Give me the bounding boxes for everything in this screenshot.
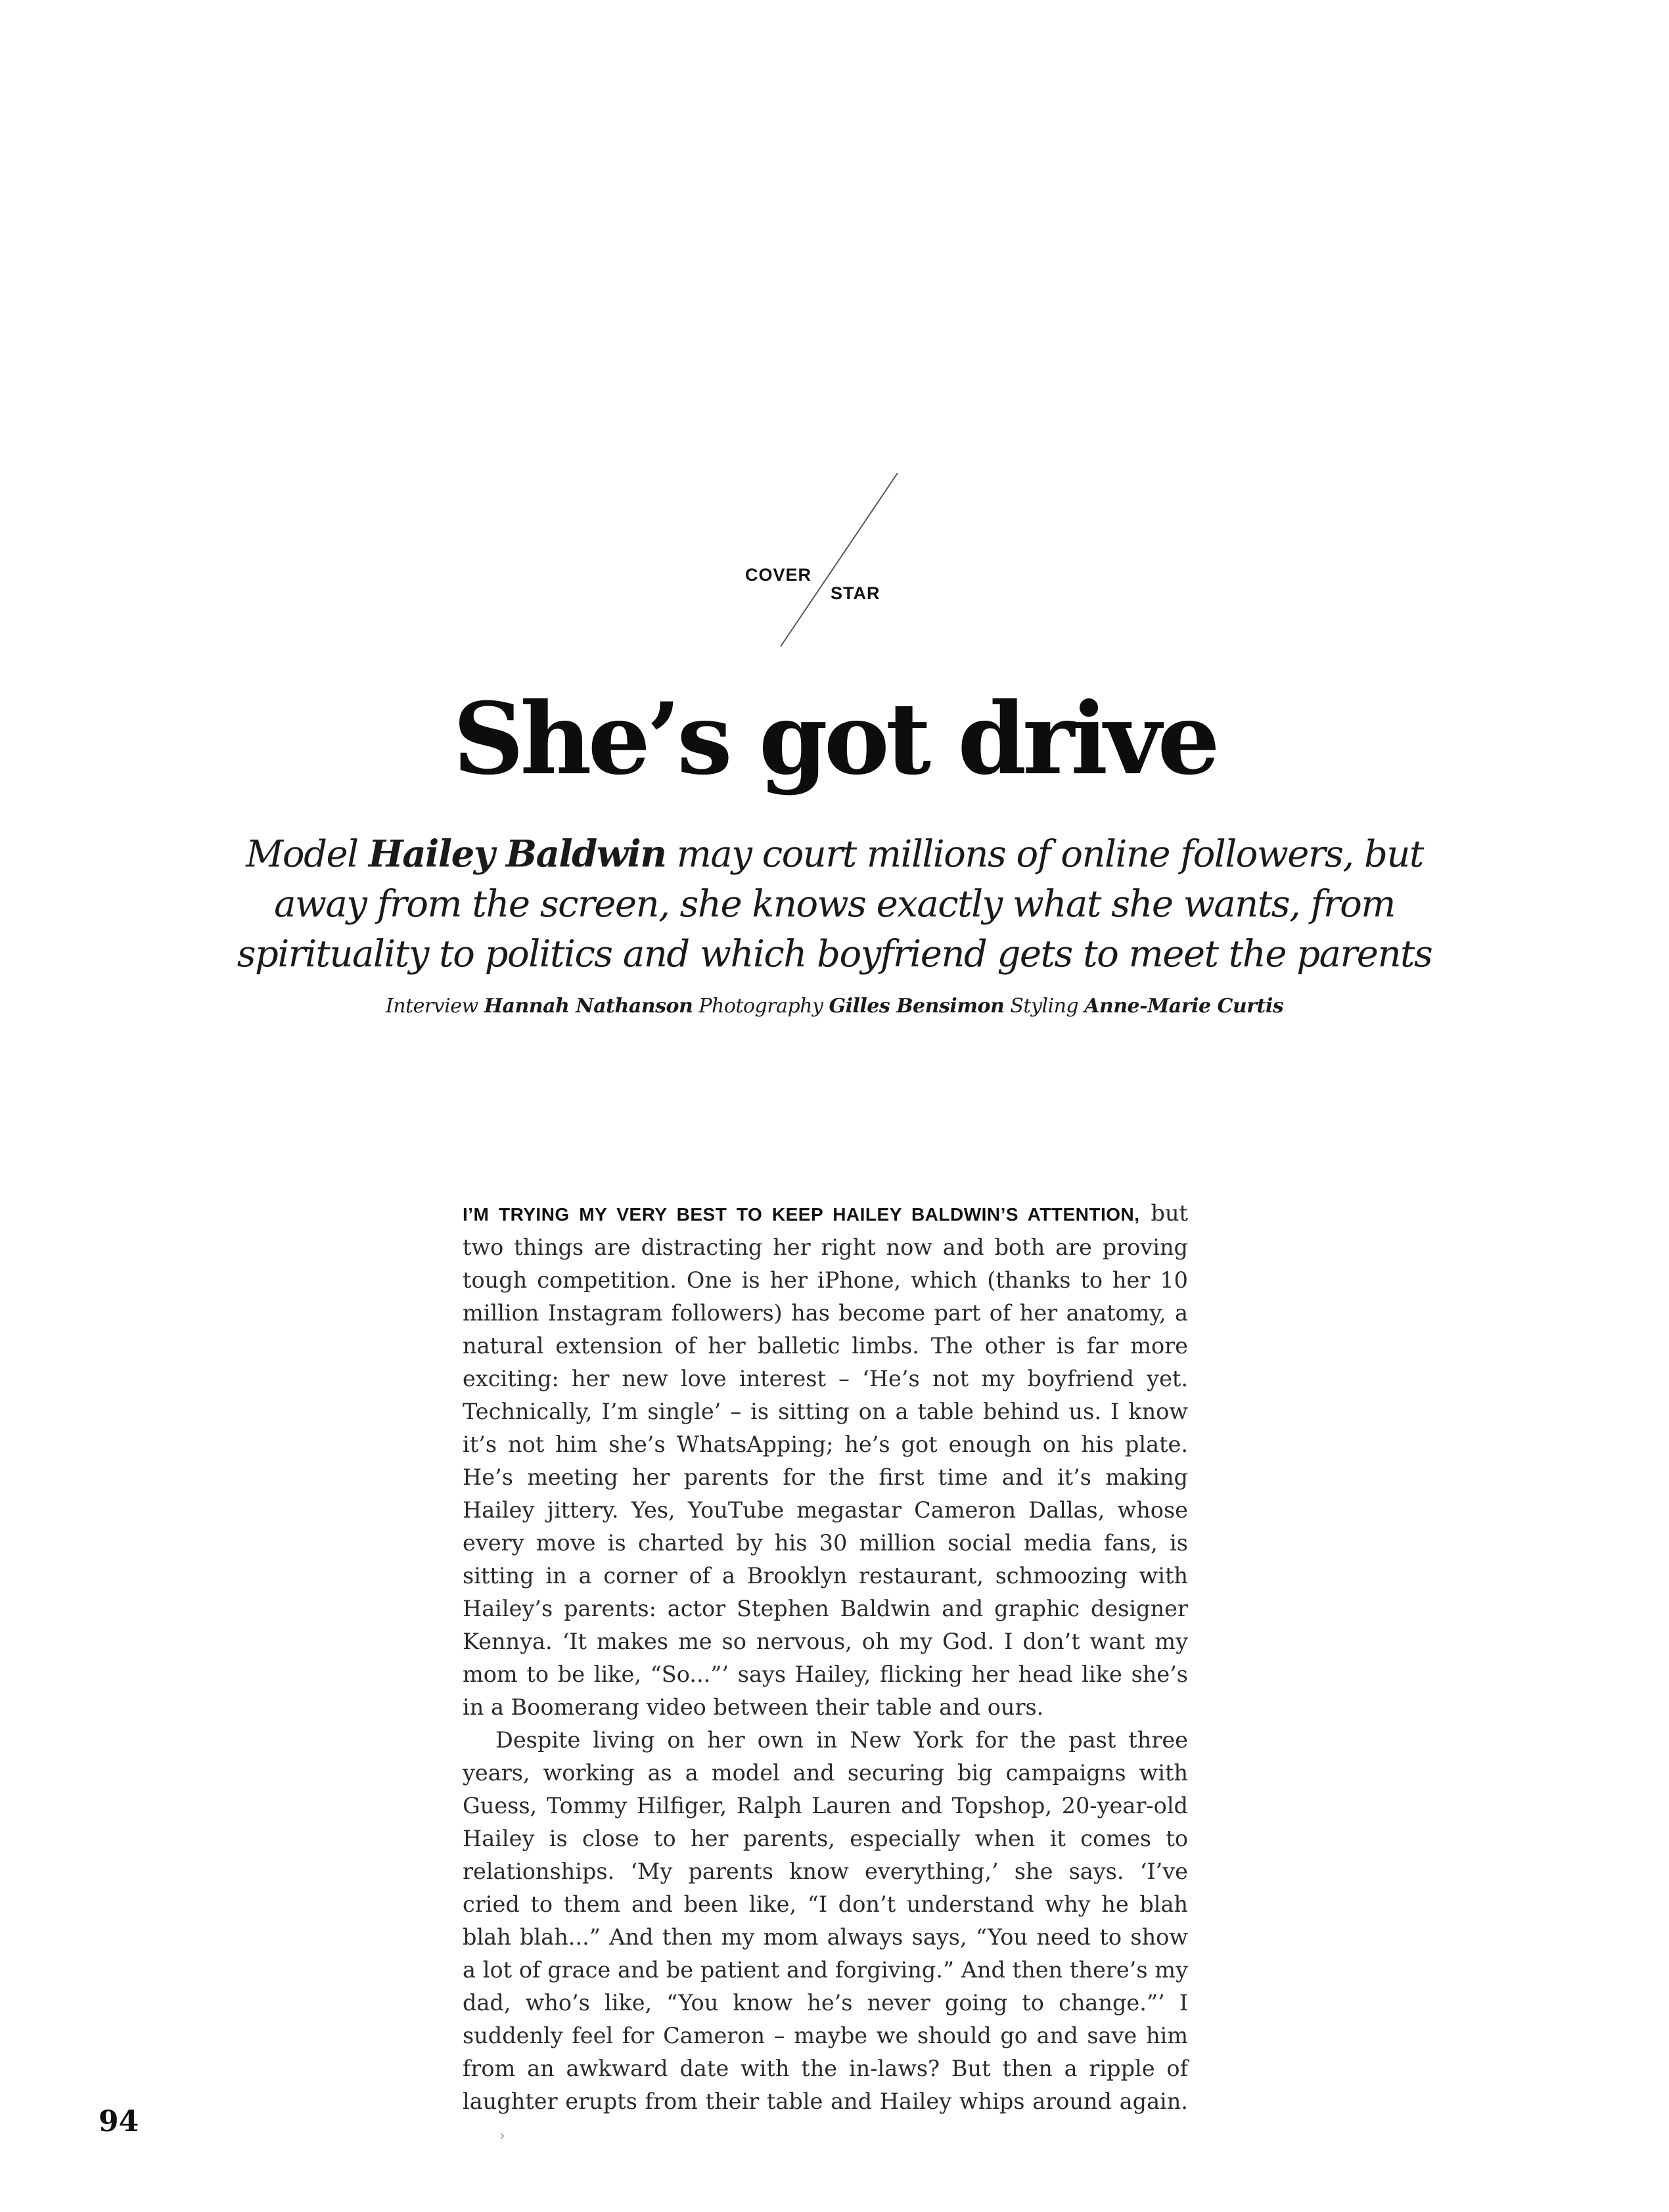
paragraph-1 xyxy=(463,1197,1188,1724)
standfirst-part1: Model xyxy=(246,833,369,876)
standfirst xyxy=(217,829,1452,980)
continue-arrow-icon: › xyxy=(499,2128,505,2144)
standfirst-name: Hailey Baldwin xyxy=(368,832,666,876)
credit-interview-name: Hannah Nathanson xyxy=(484,995,693,1018)
lead-in: I’M TRYING MY VERY BEST TO KEEP HAILEY BALDWIN’S ATTENTION, xyxy=(463,1204,1140,1225)
article-body xyxy=(463,1197,1188,2153)
page-number: 94 xyxy=(99,2105,139,2138)
section-word-cover: COVER xyxy=(745,565,812,585)
credit-styling-name: Anne-Marie Curtis xyxy=(1084,995,1284,1018)
credit-interview-label: Interview xyxy=(385,995,484,1018)
credits xyxy=(0,995,1669,1018)
paragraph-1-text: but two things are distracting her right now and both are proving tough competition. One is her iPhone, which (thanks to her 10 million Instagram followers) has become part of her anatomy, a natural extension of her balletic limbs. The other is far more exciting: her new love interest – ‘He’s not my boyfriend yet. Technically, I’m single’ – is sitting on a table behind us. I know it’s not him she’s WhatsApping; he’s got enough on his plate. He’s meeting her parents for the first time and it’s making Hailey jittery. Yes, YouTube megastar Cameron Dallas, whose every move is charted by his 30 million social media fans, is sitting in a corner of a Brooklyn restaurant, schmoozing with Hailey’s parents: actor Stephen Baldwin and graphic designer Kennya. ‘It makes me so nervous, oh my God. I don’t want my mom to be like, “So...”’ says Hailey, flicking her head like she’s in a Boomerang video between their table and ours. xyxy=(463,1200,1188,1720)
slash-divider-icon xyxy=(710,473,933,657)
section-label xyxy=(710,473,933,657)
standfirst-part2: may court millions of online followers, but away from the screen, she knows exactly what she wants, from spirituality to politics and which boyfriend gets to meet the parents xyxy=(237,833,1432,976)
headline: She’s got drive xyxy=(453,681,1216,797)
credit-styling-label: Styling xyxy=(1004,995,1085,1018)
credit-photo-name: Gilles Bensimon xyxy=(829,995,1005,1018)
paragraph-2-text: Despite living on her own in New York for the past three years, working as a model and securing big campaigns with Guess, Tommy Hilfiger, Ralph Lauren and Topshop, 20-year-old Hailey is close to her parents, especially when it comes to relationships. ‘My parents know everything,’ she says. ‘I’ve cried to them and been like, “I don’t understand why he blah blah blah...” And then my mom always says, “You need to show a lot of grace and be patient and forgiving.” And then there’s my dad, who’s like, “You know he’s never going to change.”’ I suddenly feel for Cameron – maybe we should go and save him from an awkward date with the in-laws? But then a ripple of laughter erupts from their table and Hailey whips around again. xyxy=(463,1727,1188,2114)
credit-photo-label: Photography xyxy=(693,995,829,1018)
section-word-star: STAR xyxy=(831,583,880,603)
paragraph-2 xyxy=(463,1724,1188,2153)
